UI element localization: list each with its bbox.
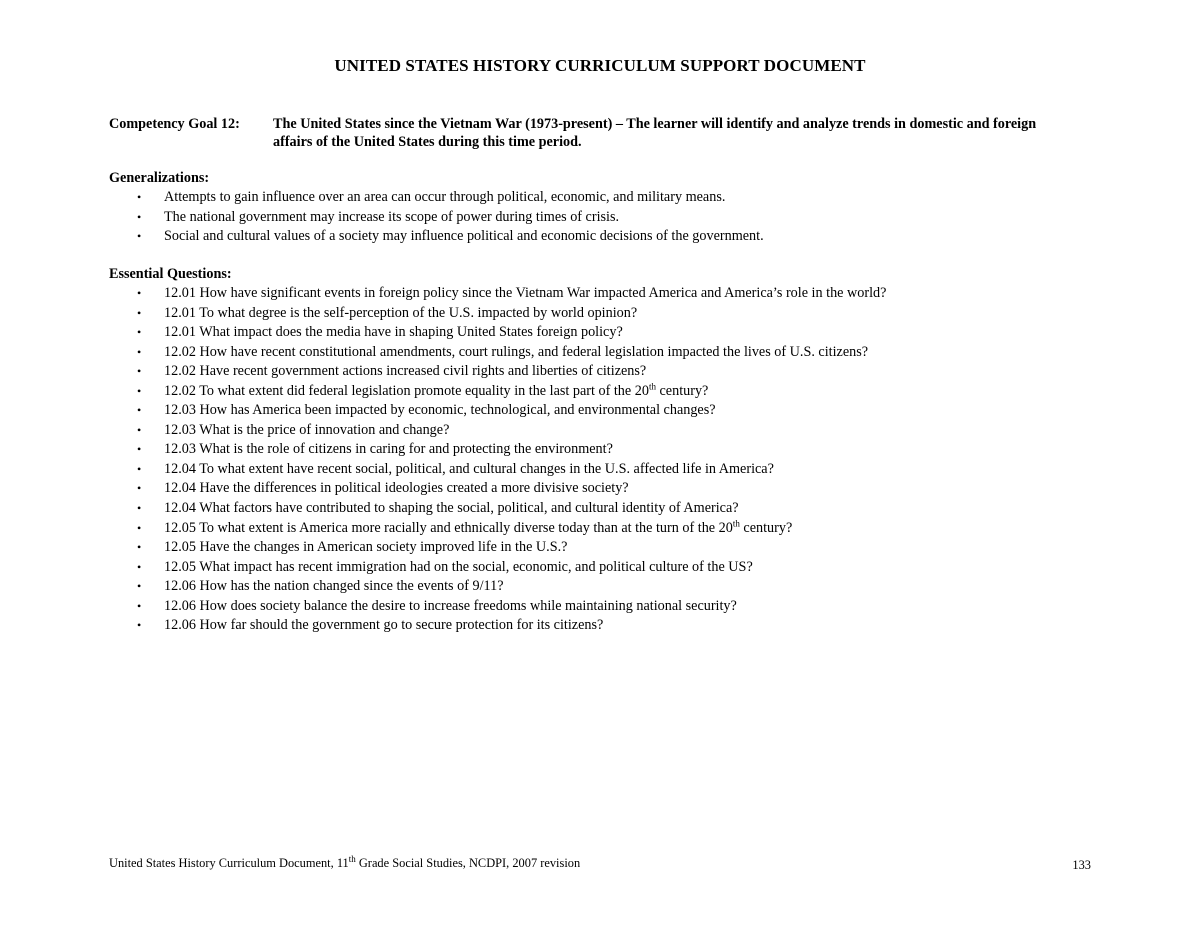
- essential-question-item-text: 12.02 How have recent constitutional amendments, court rulings, and federal legislation impacted the lives of U.S. citizens?: [164, 343, 869, 360]
- essential-question-item: [109, 440, 886, 460]
- essential-question-item: [109, 401, 886, 421]
- page-number: 133: [1072, 858, 1091, 872]
- generalization-item: [109, 227, 764, 247]
- generalization-item-text: Social and cultural values of a society may influence political and economic decisions of the government.: [164, 228, 764, 245]
- essential-question-item-text: 12.03 How has America been impacted by economic, technological, and environmental changes?: [164, 402, 716, 419]
- essential-question-item-text: [164, 383, 708, 399]
- essential-question-item: [109, 284, 886, 304]
- essential-question-item-text: 12.01 How have significant events in foreign policy since the Vietnam War impacted America and America’s role in the world?: [164, 285, 887, 301]
- competency-goal-text: The United States since the Vietnam War (1973-present) – The learner will identify and analyze trends in domestic and foreign affairs of the United States during this time period.: [273, 116, 1037, 150]
- bullet-icon: •: [137, 501, 142, 516]
- document-title: UNITED STATES HISTORY CURRICULUM SUPPORT DOCUMENT: [334, 56, 866, 75]
- essential-question-item-text: 12.06 How does society balance the desire to increase freedoms while maintaining national security?: [164, 597, 737, 614]
- essential-question-item: [109, 323, 886, 343]
- bullet-icon: •: [137, 190, 142, 204]
- essential-question-item: [109, 460, 886, 480]
- essential-question-item-text: [164, 517, 793, 536]
- bullet-icon: •: [137, 383, 142, 398]
- bullet-icon: •: [137, 442, 142, 457]
- essential-question-item-text: 12.05 Have the changes in American society improved life in the U.S.?: [164, 539, 568, 556]
- bullet-icon: •: [137, 229, 142, 244]
- essential-question-item-text-post: century?: [739, 519, 793, 536]
- essential-question-item-text: 12.05 What impact has recent immigration had on the social, economic, and political culture of the US?: [164, 558, 753, 575]
- essential-questions-list: [109, 284, 886, 636]
- essential-question-item: [109, 558, 886, 578]
- essential-question-item: [109, 421, 886, 441]
- essential-question-item-text: 12.03 What is the price of innovation and change?: [164, 421, 450, 438]
- generalization-item: [109, 208, 764, 228]
- generalization-item-text: Attempts to gain influence over an area can occur through political, economic, and military means.: [164, 189, 726, 205]
- essential-question-item-text: 12.01 What impact does the media have in shaping United States foreign policy?: [164, 324, 623, 341]
- essential-question-item-text: 12.02 Have recent government actions increased civil rights and liberties of citizens?: [164, 363, 647, 380]
- essential-question-item-text-sup: th: [648, 381, 656, 391]
- footer-citation-sup: th: [348, 853, 356, 864]
- generalization-item: [109, 188, 764, 208]
- essential-question-item: [109, 479, 886, 499]
- bullet-icon: •: [137, 461, 142, 476]
- bullet-icon: •: [137, 422, 142, 437]
- bullet-icon: •: [137, 559, 142, 574]
- essential-question-item-text: 12.01 To what degree is the self-perception of the U.S. impacted by world opinion?: [164, 304, 638, 321]
- essential-questions-heading: Essential Questions:: [109, 266, 232, 282]
- essential-question-item: [109, 304, 886, 324]
- essential-question-item: [109, 597, 886, 617]
- footer-citation-pre: United States History Curriculum Document, 11: [109, 856, 349, 870]
- essential-question-item: [109, 343, 886, 363]
- essential-question-item-text: 12.04 To what extent have recent social, political, and cultural changes in the U.S. affected life in America?: [164, 460, 774, 477]
- bullet-icon: •: [137, 618, 142, 633]
- footer-citation: [109, 853, 581, 871]
- bullet-icon: •: [137, 325, 142, 340]
- essential-question-item: [109, 616, 886, 636]
- essential-question-item: [109, 382, 886, 402]
- bullet-icon: •: [137, 344, 142, 359]
- competency-goal-label: Competency Goal 12:: [109, 116, 240, 132]
- bullet-icon: •: [137, 579, 142, 594]
- generalizations-list: [109, 188, 764, 247]
- bullet-icon: •: [137, 598, 142, 613]
- essential-question-item: [109, 577, 886, 597]
- essential-question-item-text-pre: 12.05 To what extent is America more racially and ethnically diverse today than at the turn of the 20: [164, 519, 733, 536]
- essential-question-item-text-pre: 12.02 To what extent did federal legislation promote equality in the last part of the 20: [164, 382, 649, 399]
- generalizations-heading: Generalizations:: [109, 170, 210, 186]
- bullet-icon: •: [137, 305, 142, 320]
- generalization-item-text: The national government may increase its scope of power during times of crisis.: [164, 208, 620, 225]
- essential-question-item: [109, 538, 886, 558]
- essential-question-item: [109, 362, 886, 382]
- bullet-icon: •: [137, 209, 142, 224]
- essential-question-item-text: 12.06 How has the nation changed since the events of 9/11?: [164, 578, 504, 595]
- bullet-icon: •: [137, 286, 142, 300]
- essential-question-item-text: 12.06 How far should the government go to secure protection for its citizens?: [164, 617, 604, 634]
- bullet-icon: •: [137, 520, 142, 535]
- essential-question-item-text: 12.04 Have the differences in political ideologies created a more divisive society?: [164, 480, 629, 497]
- essential-question-item-text-post: century?: [655, 382, 709, 399]
- footer-citation-post: Grade Social Studies, NCDPI, 2007 revision: [355, 856, 581, 870]
- essential-question-item-text: 12.04 What factors have contributed to shaping the social, political, and cultural identity of America?: [164, 500, 739, 517]
- competency-goal: [109, 115, 1069, 151]
- bullet-icon: •: [137, 403, 142, 418]
- essential-question-item-text-sup: th: [732, 517, 740, 528]
- essential-question-item: [109, 519, 886, 539]
- bullet-icon: •: [137, 540, 142, 555]
- bullet-icon: •: [137, 364, 142, 379]
- bullet-icon: •: [137, 481, 142, 496]
- essential-question-item: [109, 499, 886, 519]
- essential-question-item-text: 12.03 What is the role of citizens in caring for and protecting the environment?: [164, 441, 613, 458]
